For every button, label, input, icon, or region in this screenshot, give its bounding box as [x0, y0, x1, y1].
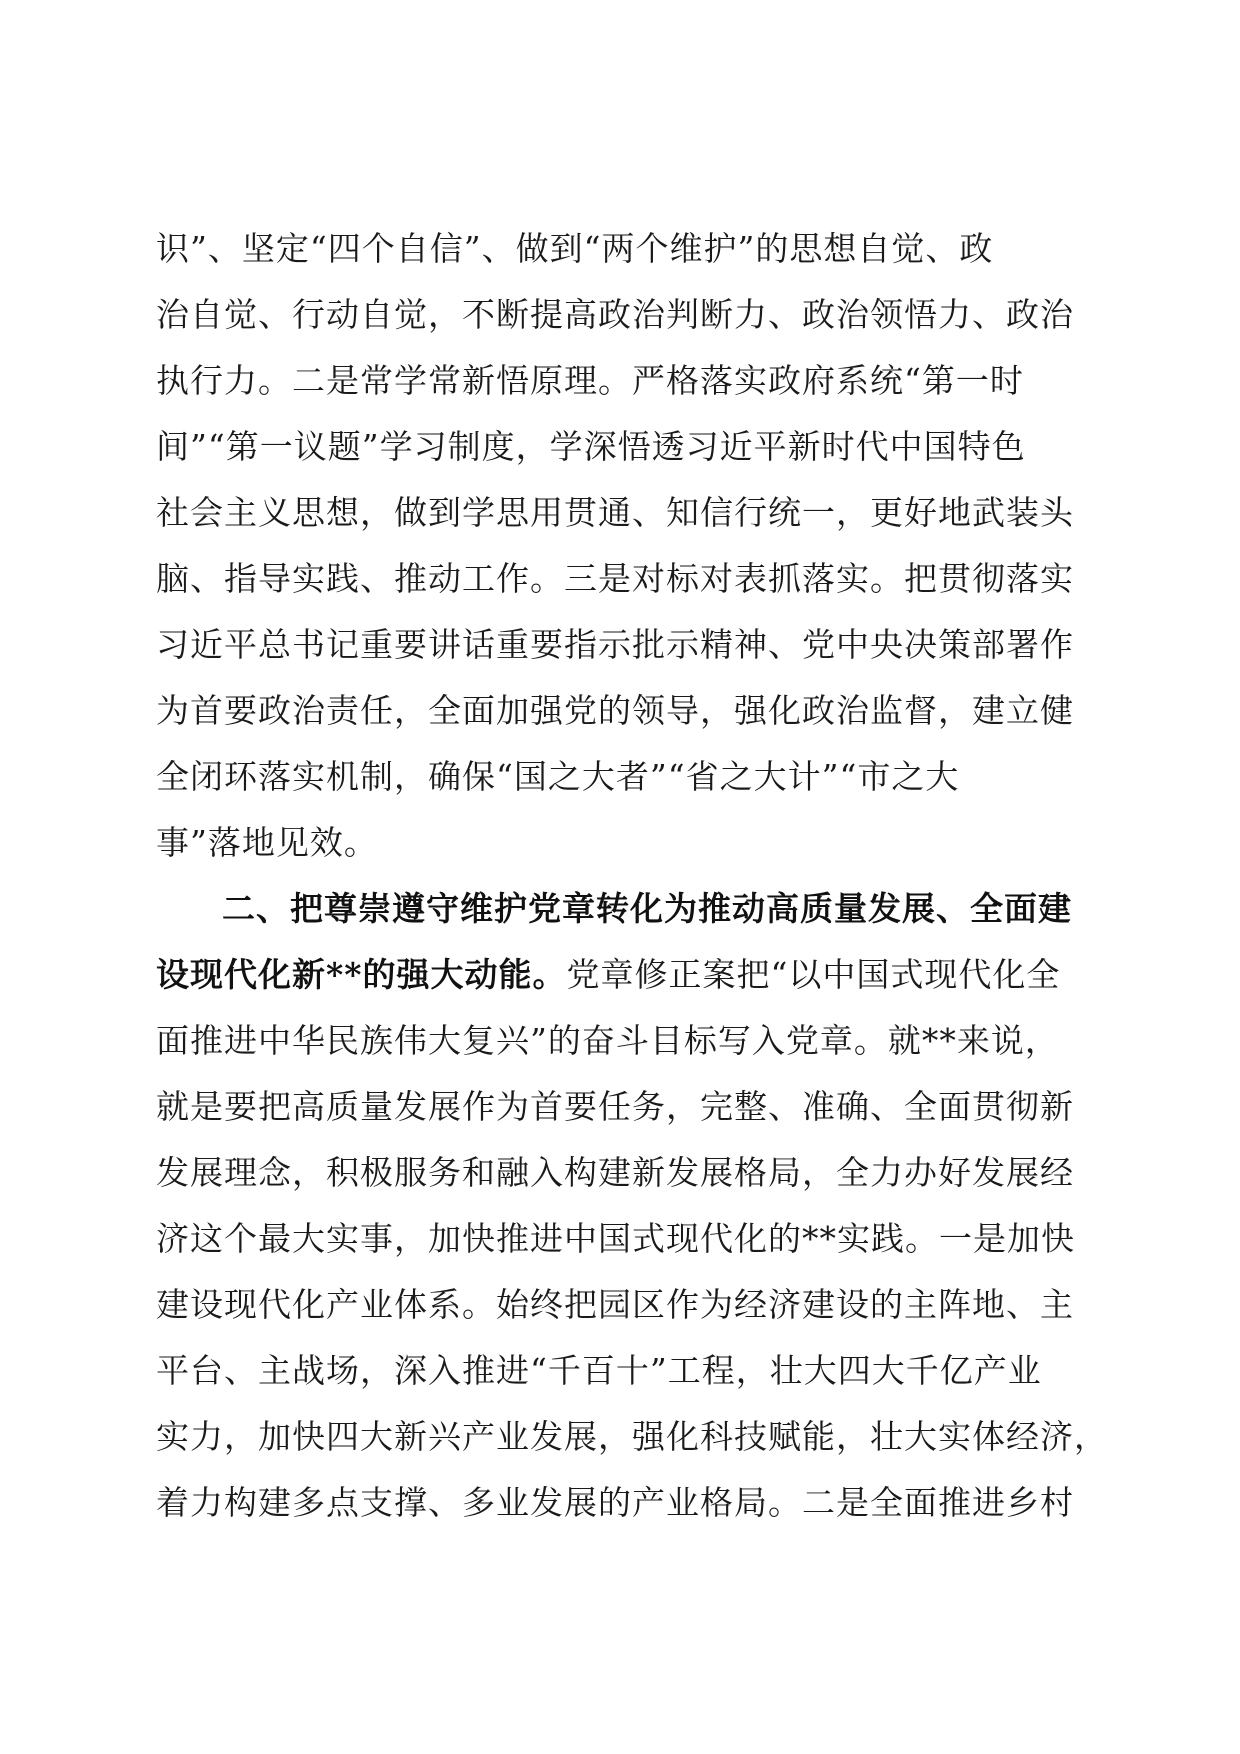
text-line: 间”“第一议题”学习制度，学深悟透习近平新时代中国特色 [156, 427, 1026, 466]
text-line: 执行力。二是常学常新悟原理。严格落实政府系统“第一时 [156, 361, 1024, 400]
text-line: 平台、主战场，深入推进“千百十”工程，壮大四大千亿产业 [156, 1351, 1042, 1390]
text-line: 面推进中华民族伟大复兴”的奋斗目标写入党章。就**来说， [156, 1021, 1059, 1060]
text-line: 着力构建多点支撑、多业发展的产业格局。二是全面推进乡村 [156, 1483, 1074, 1522]
text-line: 事”落地见效。 [156, 823, 378, 862]
text-line: 社会主义思想，做到学思用贯通、知信行统一，更好地武装头 [156, 493, 1074, 532]
text-line: 全闭环落实机制，确保“国之大者”“省之大计”“市之大 [156, 757, 960, 796]
text-line: 就是要把高质量发展作为首要任务，完整、准确、全面贯彻新 [156, 1087, 1074, 1126]
text-line: 识”、坚定“四个自信”、做到“两个维护”的思想自觉、政 [156, 229, 994, 268]
text-run: 党章修正案把“以中国式现代化全 [566, 955, 1061, 994]
text-line: 实力，加快四大新兴产业发展，强化科技赋能，壮大实体经济， [156, 1417, 1108, 1456]
text-line: 济这个最大实事，加快推进中国式现代化的**实践。一是加快 [156, 1219, 1075, 1258]
text-line: 建设现代化产业体系。始终把园区作为经济建设的主阵地、主 [156, 1285, 1074, 1324]
section-heading-line: 二、把尊崇遵守维护党章转化为推动高质量发展、全面建 [222, 889, 1072, 928]
text-line: 治自觉、行动自觉，不断提高政治判断力、政治领悟力、政治 [156, 295, 1074, 334]
text-line: 习近平总书记重要讲话重要指示批示精神、党中央决策部署作 [156, 625, 1074, 664]
section-heading-end: 设现代化新**的强大动能。 [156, 955, 567, 994]
text-line: 发展理念，积极服务和融入构建新发展格局，全力办好发展经 [156, 1153, 1074, 1192]
text-line: 脑、指导实践、推动工作。三是对标对表抓落实。把贯彻落实 [156, 559, 1074, 598]
paragraph-2 [156, 876, 1108, 1536]
text-line: 为首要政治责任，全面加强党的领导，强化政治监督，建立健 [156, 691, 1074, 730]
paragraph-1 [156, 216, 1074, 876]
text-line [156, 942, 1064, 1008]
